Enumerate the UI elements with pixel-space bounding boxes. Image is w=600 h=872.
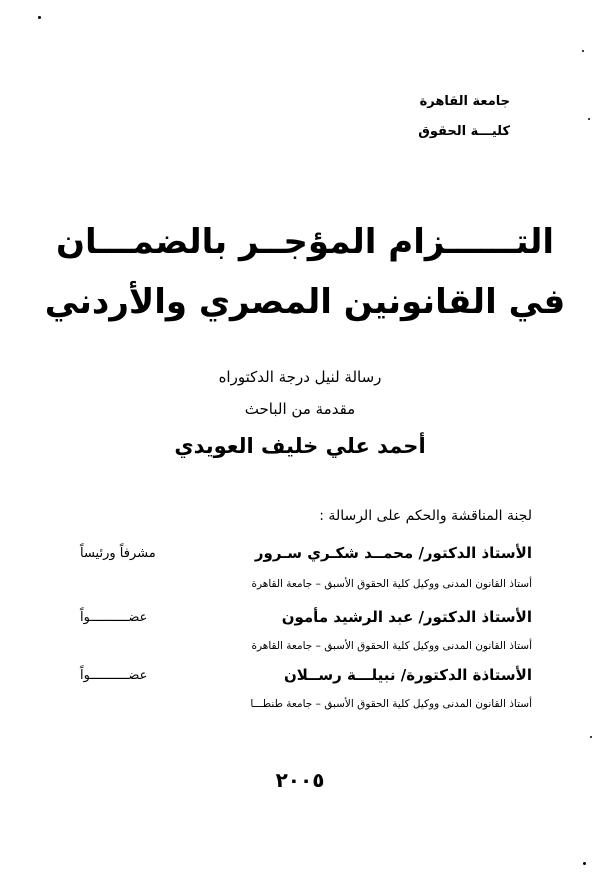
committee-member-description: أستاذ القانون المدنى ووكيل كلية الحقوق الأسبق – جامعة طنطـــا	[250, 698, 532, 710]
university-name: جامعة القاهرة	[419, 94, 510, 109]
thesis-degree-line: رسالة لنيل درجة الدكتوراه	[218, 368, 382, 386]
year: ٢٠٠٥	[275, 768, 325, 792]
scan-speck	[583, 862, 586, 865]
presented-by-line: مقدمة من الباحث	[244, 400, 356, 418]
committee-member-description: أستاذ القانون المدنى ووكيل كلية الحقوق الأسبق – جامعة القاهرة	[251, 640, 532, 652]
faculty-name: كليـــة الحقوق	[418, 124, 510, 139]
author-name: أحمد علي خليف العويدي	[174, 434, 426, 458]
scan-speck	[582, 50, 584, 52]
committee-member-name: الأستاذ الدكتور/ عبد الرشيد مأمون	[281, 608, 532, 626]
scan-speck	[38, 16, 41, 19]
committee-heading: لجنة المناقشة والحكم على الرسالة :	[319, 508, 532, 524]
committee-member-name: الأستاذ الدكتور/ محمــد شكـري سـرور	[254, 544, 532, 562]
title-line-1: التــــــزام المؤجــر بالضمـــان	[55, 222, 555, 262]
committee-member-role: عضــــــــــواً	[80, 668, 148, 683]
committee-member-role: مشرفاً ورئيساً	[80, 546, 156, 561]
committee-member-name: الأستاذة الدكتورة/ نبيلـــة رســلان	[283, 666, 532, 684]
committee-member-description: أستاذ القانون المدنى ووكيل كلية الحقوق الأسبق – جامعة القاهرة	[251, 578, 532, 590]
scan-speck	[588, 118, 590, 120]
scan-speck	[590, 736, 592, 738]
committee-member-role: عضــــــــــواً	[80, 610, 148, 625]
title-line-2: في القانونين المصري والأردني	[44, 282, 566, 322]
